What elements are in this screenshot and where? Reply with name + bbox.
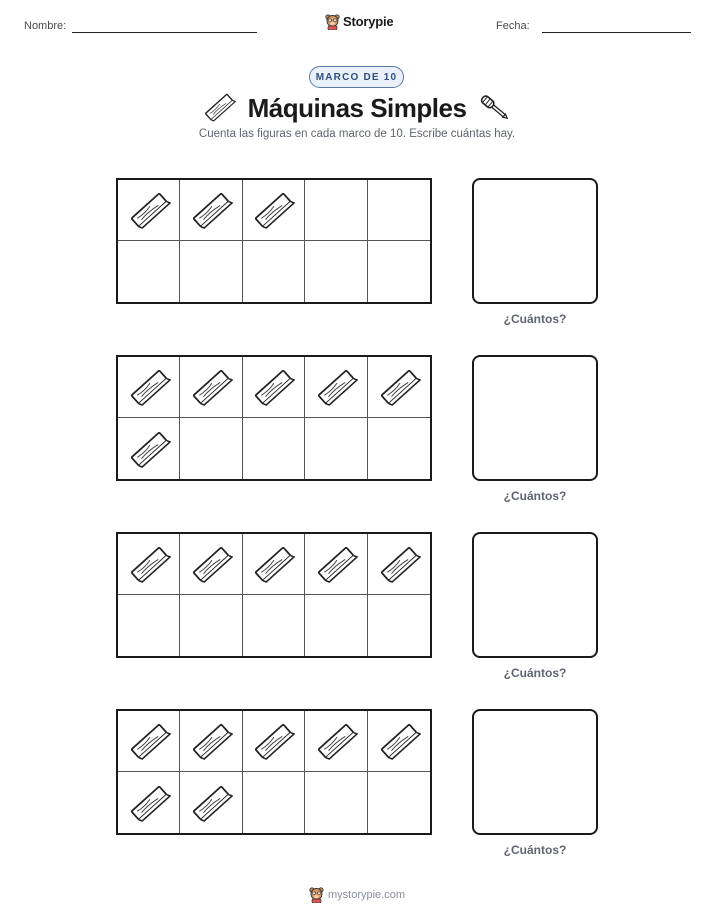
answer-box-2[interactable] (472, 355, 598, 481)
frame-cell (180, 711, 242, 772)
frame-cell (118, 418, 180, 479)
frame-cell (368, 772, 430, 833)
frame-cell (305, 241, 367, 302)
answer-box-4[interactable] (472, 709, 598, 835)
wooden-plank-icon (127, 783, 171, 823)
answer-label-1: ¿Cuántos? (503, 312, 567, 326)
wooden-plank-icon (189, 190, 233, 230)
frame-cell (368, 418, 430, 479)
frame-cell (118, 534, 180, 595)
answer-label-3: ¿Cuántos? (503, 666, 567, 680)
page-title: Máquinas Simples (247, 93, 467, 123)
wooden-plank-icon (251, 544, 295, 584)
answer-box-1[interactable] (472, 178, 598, 304)
frame-cell (180, 180, 242, 241)
wooden-plank-icon (127, 429, 171, 469)
frame-cell (305, 595, 367, 656)
frame-cell (180, 595, 242, 656)
ten-frame-3 (116, 532, 432, 658)
worksheet-type-badge: MARCO DE 10 (309, 66, 404, 88)
wooden-plank-icon (251, 190, 295, 230)
ten-frame-4 (116, 709, 432, 835)
screwdriver-icon (477, 92, 513, 124)
name-field-line[interactable] (72, 32, 257, 33)
frame-cell (118, 180, 180, 241)
ten-frame-1 (116, 178, 432, 304)
frame-cell (118, 595, 180, 656)
frame-cell (243, 711, 305, 772)
frame-cell (243, 534, 305, 595)
wooden-plank-icon (127, 190, 171, 230)
frame-cell (243, 595, 305, 656)
answer-label-2: ¿Cuántos? (503, 489, 567, 503)
frame-cell (368, 241, 430, 302)
footer (0, 886, 714, 903)
ten-frame-2 (116, 355, 432, 481)
frame-cell (305, 357, 367, 418)
answer-box-3[interactable] (472, 532, 598, 658)
wooden-plank-icon (251, 721, 295, 761)
wooden-plank-icon (314, 367, 358, 407)
frame-cell (180, 534, 242, 595)
frame-cell (305, 772, 367, 833)
answer-label-4: ¿Cuántos? (503, 843, 567, 857)
wooden-plank-icon (189, 783, 233, 823)
frame-cell (180, 418, 242, 479)
frame-cell (368, 534, 430, 595)
frame-cell (368, 595, 430, 656)
frame-cell (305, 418, 367, 479)
frame-cell (118, 711, 180, 772)
frame-cell (305, 180, 367, 241)
date-field-line[interactable] (542, 32, 691, 33)
wooden-plank-icon (377, 721, 421, 761)
frame-cell (118, 772, 180, 833)
frame-cell (243, 357, 305, 418)
wooden-plank-icon (377, 544, 421, 584)
frame-cell (180, 357, 242, 418)
frame-cell (368, 180, 430, 241)
wooden-plank-icon (377, 367, 421, 407)
frame-cell (243, 772, 305, 833)
wooden-plank-icon (189, 721, 233, 761)
frame-cell (305, 534, 367, 595)
name-label: Nombre: (24, 20, 67, 32)
storypie-bear-icon (325, 13, 340, 30)
brand-logo (325, 13, 393, 30)
wooden-plank-icon (189, 367, 233, 407)
brand-name: Storypie (343, 14, 394, 29)
wooden-plank-icon (314, 544, 358, 584)
wooden-plank-icon (314, 721, 358, 761)
footer-site: mystorypie.com (327, 888, 406, 901)
frame-cell (243, 241, 305, 302)
wooden-plank-icon (127, 544, 171, 584)
wooden-plank-icon (127, 367, 171, 407)
frame-cell (118, 357, 180, 418)
frame-cell (180, 772, 242, 833)
frame-cell (368, 711, 430, 772)
wooden-plank-icon (251, 367, 295, 407)
frame-cell (305, 711, 367, 772)
frame-cell (118, 241, 180, 302)
frame-cell (180, 241, 242, 302)
wooden-plank-icon (127, 721, 171, 761)
frame-cell (243, 180, 305, 241)
frame-cell (243, 418, 305, 479)
wooden-plank-icon (189, 544, 233, 584)
storypie-bear-icon (309, 886, 324, 903)
frame-cell (368, 357, 430, 418)
instructions-text: Cuenta las figuras en cada marco de 10. Escribe cuántas hay. (198, 128, 516, 140)
date-label: Fecha: (496, 20, 530, 32)
